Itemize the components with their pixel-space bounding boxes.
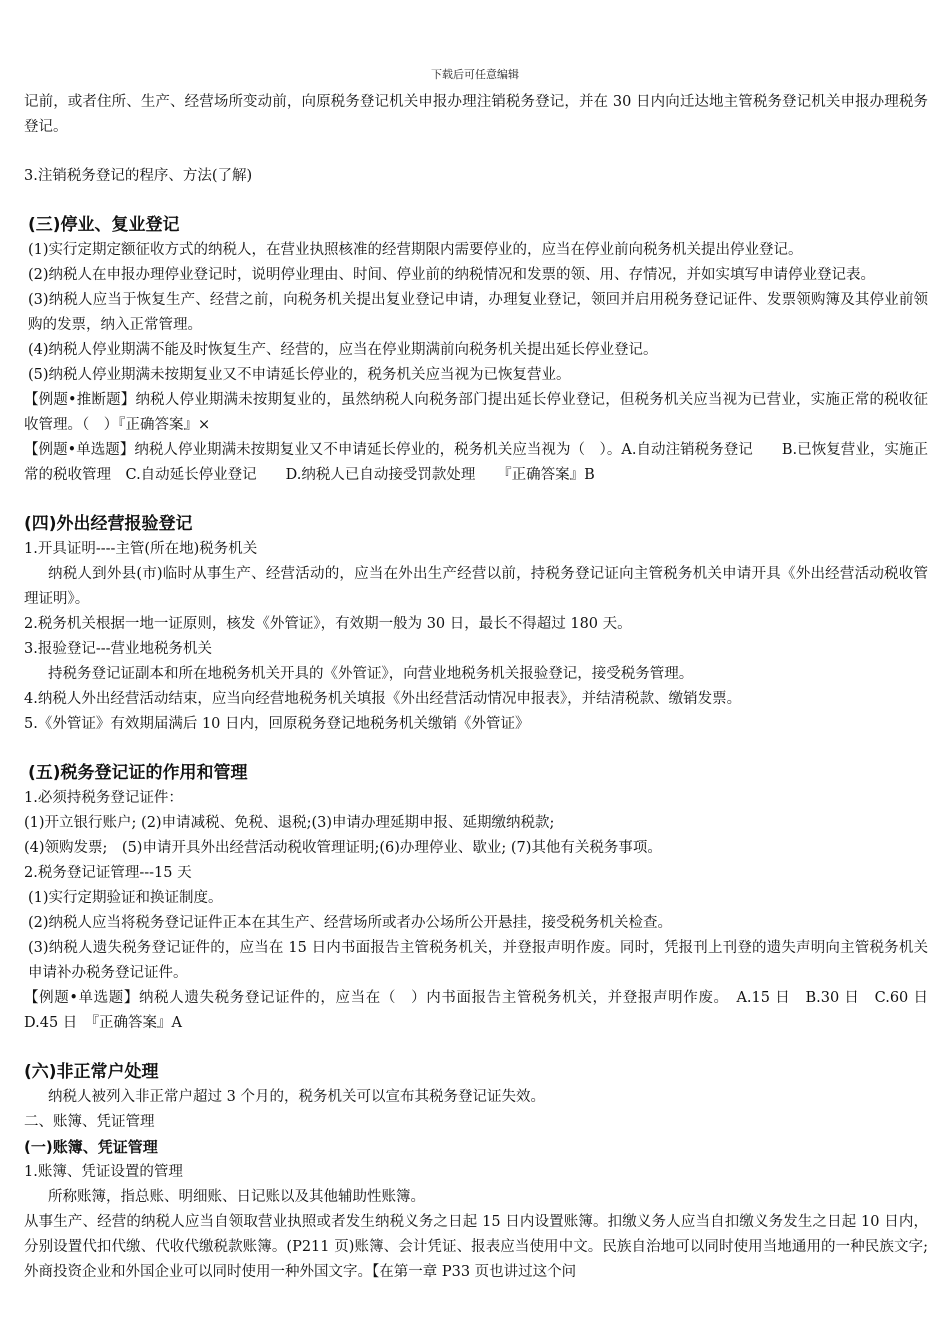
paragraph: 持税务登记证副本和所在地税务机关开具的《外管证》，向营业地税务机关报验登记，接受税务管理。 <box>48 666 694 682</box>
example-question: 【例题•推断题】纳税人停业期满未按期复业的，虽然纳税人向税务部门提出延长停业登记，但税务机关应当视为已营业，实施正常的税收征收管理。（ ）『正确答案』× <box>24 392 928 433</box>
paragraph: 纳税人被列入非正常户超过 3 个月的，税务机关可以宣布其税务登记证失效。 <box>48 1089 545 1105</box>
section-heading: (三)停业、复业登记 <box>28 215 180 235</box>
list-item: (3)纳税人应当于恢复生产、经营之前，向税务机关提出复业登记申请，办理复业登记，领回并启用税务登记证件、发票领购簿及其停业前领购的发票，纳入正常管理。 <box>28 292 928 333</box>
subsection-heading: (一)账簿、凭证管理 <box>24 1138 158 1156</box>
paragraph: 所称账簿，指总账、明细账、日记账以及其他辅助性账簿。 <box>48 1189 425 1205</box>
list-item: (5)纳税人停业期满未按期复业又不申请延长停业的，税务机关应当视为已恢复营业。 <box>28 367 571 383</box>
paragraph: 3.注销税务登记的程序、方法(了解) <box>24 168 253 184</box>
paragraph: 记前，或者住所、生产、经营场所变动前，向原税务登记机关申报办理注销税务登记，并在 30 日内向迁达地主管税务登记机关申报办理税务登记。 <box>24 94 928 135</box>
list-item: (1)实行定期验证和换证制度。 <box>28 890 223 906</box>
page-header: 下载后可任意编辑 <box>431 68 519 81</box>
example-question: 【例题•单选题】纳税人停业期满未按期复业又不申请延长停业的，税务机关应当视为（ ）。A.自动注销税务登记 B.已恢复营业，实施正常的税收管理 C.自动延长停业登记 D.纳税人已自动接受罚款处理 『正确答案』B <box>24 442 928 483</box>
paragraph: 2.税务登记证管理---15 天 <box>24 865 192 881</box>
paragraph: 1.必须持税务登记证件： <box>24 790 183 806</box>
list-item: (4)纳税人停业期满不能及时恢复生产、经营的，应当在停业期满前向税务机关提出延长停业登记。 <box>28 342 658 358</box>
section-heading: (四)外出经营报验登记 <box>24 514 193 534</box>
list-item: (2)纳税人应当将税务登记证件正本在其生产、经营场所或者办公场所公开悬挂，接受税务机关检查。 <box>28 915 673 931</box>
example-question: 【例题•单选题】纳税人遗失税务登记证件的，应当在（ ）内书面报告主管税务机关，并登报声明作废。 A.15 日 B.30 日 C.60 日 D.45 日 『正确答案』A <box>24 990 943 1031</box>
section-heading: (五)税务登记证的作用和管理 <box>28 763 248 783</box>
paragraph: (1)开立银行账户; (2)申请减税、免税、退税;(3)申请办理延期申报、延期缴纳税款; <box>24 815 555 831</box>
paragraph: 1.开具证明----主管(所在地)税务机关 <box>24 541 258 557</box>
document-body <box>24 90 943 1285</box>
list-item: (2)纳税人在申报办理停业登记时，说明停业理由、时间、停业前的纳税情况和发票的领、用、存情况，并如实填写申请停业登记表。 <box>28 267 876 283</box>
paragraph: 从事生产、经营的纳税人应当自领取营业执照或者发生纳税义务之日起 15 日内设置账簿。扣缴义务人应当自扣缴义务发生之日起 10 日内，分别设置代扣代缴、代收代缴税款账簿。(P211 页)账簿、会计凭证、报表应当使用中文。民族自治地可以同时使用当地通用的一种民族文字;外商投资企业和外国企业可以同时使用一种外国文字。【在第一章 P33 页也讲过这个问 <box>24 1214 928 1280</box>
paragraph: 4.纳税人外出经营活动结束，应当向经营地税务机关填报《外出经营活动情况申报表》，并结清税款、缴销发票。 <box>24 691 742 707</box>
paragraph: (4)领购发票; (5)申请开具外出经营活动税收管理证明;(6)办理停业、歇业; (7)其他有关税务事项。 <box>24 840 662 856</box>
paragraph: 2.税务机关根据一地一证原则，核发《外管证》，有效期一般为 30 日，最长不得超过 180 天。 <box>24 616 632 632</box>
paragraph: 纳税人到外县(市)临时从事生产、经营活动的，应当在外出生产经营以前，持税务登记证向主管税务机关申请开具《外出经营活动税收管理证明》。 <box>24 566 928 607</box>
paragraph: 5.《外管证》有效期届满后 10 日内，回原税务登记地税务机关缴销《外管证》 <box>24 716 530 732</box>
list-item: (1)实行定期定额征收方式的纳税人，在营业执照核准的经营期限内需要停业的，应当在停业前向税务机关提出停业登记。 <box>28 242 803 258</box>
list-item: (3)纳税人遗失税务登记证件的，应当在 15 日内书面报告主管税务机关，并登报声明作废。同时，凭报刊上刊登的遗失声明向主管税务机关申请补办税务登记证件。 <box>28 940 928 981</box>
section-heading: (六)非正常户处理 <box>24 1062 159 1082</box>
paragraph: 1.账簿、凭证设置的管理 <box>24 1164 183 1180</box>
paragraph: 3.报验登记---营业地税务机关 <box>24 641 213 657</box>
chapter-heading: 二、账簿、凭证管理 <box>24 1114 155 1130</box>
